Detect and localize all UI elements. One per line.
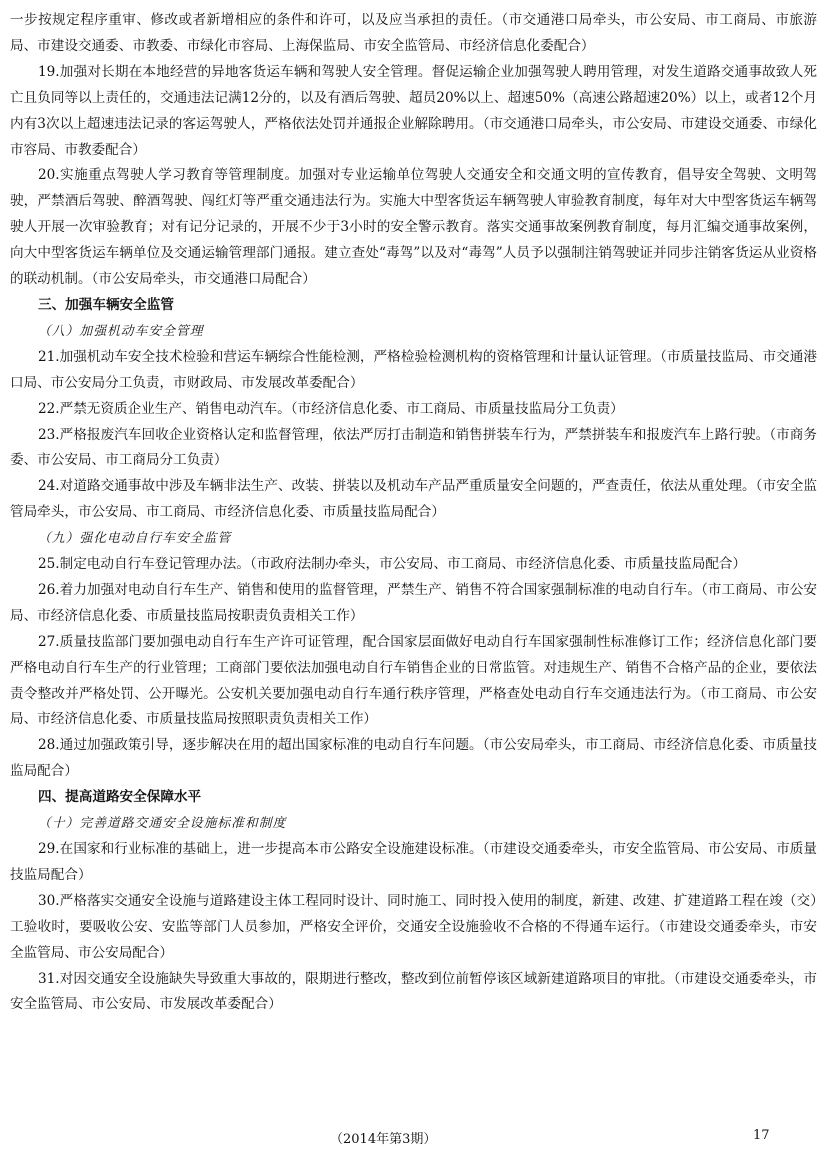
body-paragraph: 19.加强对长期在本地经营的异地客货运车辆和驾驶人安全管理。督促运输企业加强驾驶人聘用管理，对发生道路交通事故致人死亡且负同等以上责任的，交通违法记满12分的，以及有酒后驾驶、超员20%以上、超速50%（高速公路超速20%）以上，或者12个月内有3次以上超速违法记录的客运驾驶人，严格依法处罚并通报企业解除聘用。（市交通港口局牵头，市公安局、市建设交通委、市绿化市容局、市教委配合） [10, 63, 817, 158]
subsection-heading: （十）完善道路交通安全设施标准和制度 [38, 816, 287, 832]
body-paragraph: 23.严格报废汽车回收企业资格认定和监督管理，依法严厉打击制造和销售拼装车行为，严禁拼装车和报废汽车上路行驶。（市商务委、市公安局、市工商局分工负责） [10, 426, 817, 469]
body-paragraph: 25.制定电动自行车登记管理办法。（市政府法制办牵头，市公安局、市工商局、市经济信息化委、市质量技监局配合） [38, 556, 747, 573]
body-paragraph: 28.通过加强政策引导，逐步解决在用的超出国家标准的电动自行车问题。（市公安局牵头，市工商局、市经济信息化委、市质量技监局配合） [10, 737, 817, 780]
section-heading: 三、加强车辆安全监管 [38, 296, 174, 313]
body-paragraph: 30.严格落实交通安全设施与道路建设主体工程同时设计、同时施工、同时投入使用的制度，新建、改建、扩建道路工程在竣（交）工验收时，要吸收公安、安监等部门人员参加，严格安全评价，交通安全设施验收不合格的不得通车运行。（市建设交通委牵头，市安全监管局、市公安局配合） [10, 892, 817, 961]
page-number: 17 [753, 1128, 770, 1143]
body-paragraph: 26.着力加强对电动自行车生产、销售和使用的监督管理，严禁生产、销售不符合国家强制标准的电动自行车。（市工商局、市公安局、市经济信息化委、市质量技监局按职责负责相关工作） [10, 581, 817, 624]
document-body [10, 8, 817, 1018]
body-paragraph: 24.对道路交通事故中涉及车辆非法生产、改装、拼装以及机动车产品严重质量安全问题的，严查责任，依法从重处理。（市安全监管局牵头，市公安局、市工商局、市经济信息化委、市质量技监局配合） [10, 478, 817, 521]
page-footer [0, 1128, 827, 1154]
body-paragraph: 一步按规定程序重审、修改或者新增相应的条件和许可，以及应当承担的责任。（市交通港口局牵头，市公安局、市工商局、市旅游局、市建设交通委、市教委、市绿化市容局、上海保监局、市安全监管局、市经济信息化委配合） [10, 12, 817, 54]
body-paragraph: 22.严禁无资质企业生产、销售电动汽车。（市经济信息化委、市工商局、市质量技监局分工负责） [38, 400, 624, 417]
body-paragraph: 31.对因交通安全设施缺失导致重大事故的，限期进行整改，整改到位前暂停该区域新建道路项目的审批。（市建设交通委牵头，市安全监管局、市公安局、市发展改革委配合） [10, 970, 817, 1013]
section-heading: 四、提高道路安全保障水平 [38, 789, 202, 806]
body-paragraph: 21.加强机动车安全技术检验和营运车辆综合性能检测，严格检验检测机构的资格管理和计量认证管理。（市质量技监局、市交通港口局、市公安局分工负责，市财政局、市发展改革委配合） [10, 348, 817, 391]
body-paragraph: 20.实施重点驾驶人学习教育等管理制度。加强对专业运输单位驾驶人交通安全和交通文明的宣传教育，倡导安全驾驶、文明驾驶，严禁酒后驾驶、醉酒驾驶、闯红灯等严重交通违法行为。实施大中型客货运车辆驾驶人审验教育制度，每年对大中型客货运车辆驾驶人开展一次审验教育；对有记分记录的，开展不少于3小时的安全警示教育。落实交通事故案例教育制度，每月汇编交通事故案例，向大中型客货运车辆单位及交通运输管理部门通报。建立查处“毒驾”以及对“毒驾”人员予以强制注销驾驶证并同步注销客货运从业资格的联动机制。（市公安局牵头，市交通港口局配合） [10, 167, 817, 288]
subsection-heading: （九）强化电动自行车安全监管 [38, 531, 232, 547]
body-paragraph: 27.质量技监部门要加强电动自行车生产许可证管理，配合国家层面做好电动自行车国家强制性标准修订工作；经济信息化部门要严格电动自行车生产的行业管理；工商部门要依法加强电动自行车销售企业的日常监管。对违规生产、销售不合格产品的企业，要依法责令整改并严格处罚、公开曝光。公安机关要加强电动自行车通行秩序管理，严格查处电动自行车交通违法行为。（市工商局、市公安局、市经济信息化委、市质量技监局按照职责负责相关工作） [10, 633, 817, 728]
body-paragraph: 29.在国家和行业标准的基础上，进一步提高本市公路安全设施建设标准。（市建设交通委牵头，市安全监管局、市公安局、市质量技监局配合） [10, 841, 817, 883]
subsection-heading: （八）加强机动车安全管理 [38, 323, 204, 339]
issue-label: （2014年第3期） [330, 1132, 437, 1147]
